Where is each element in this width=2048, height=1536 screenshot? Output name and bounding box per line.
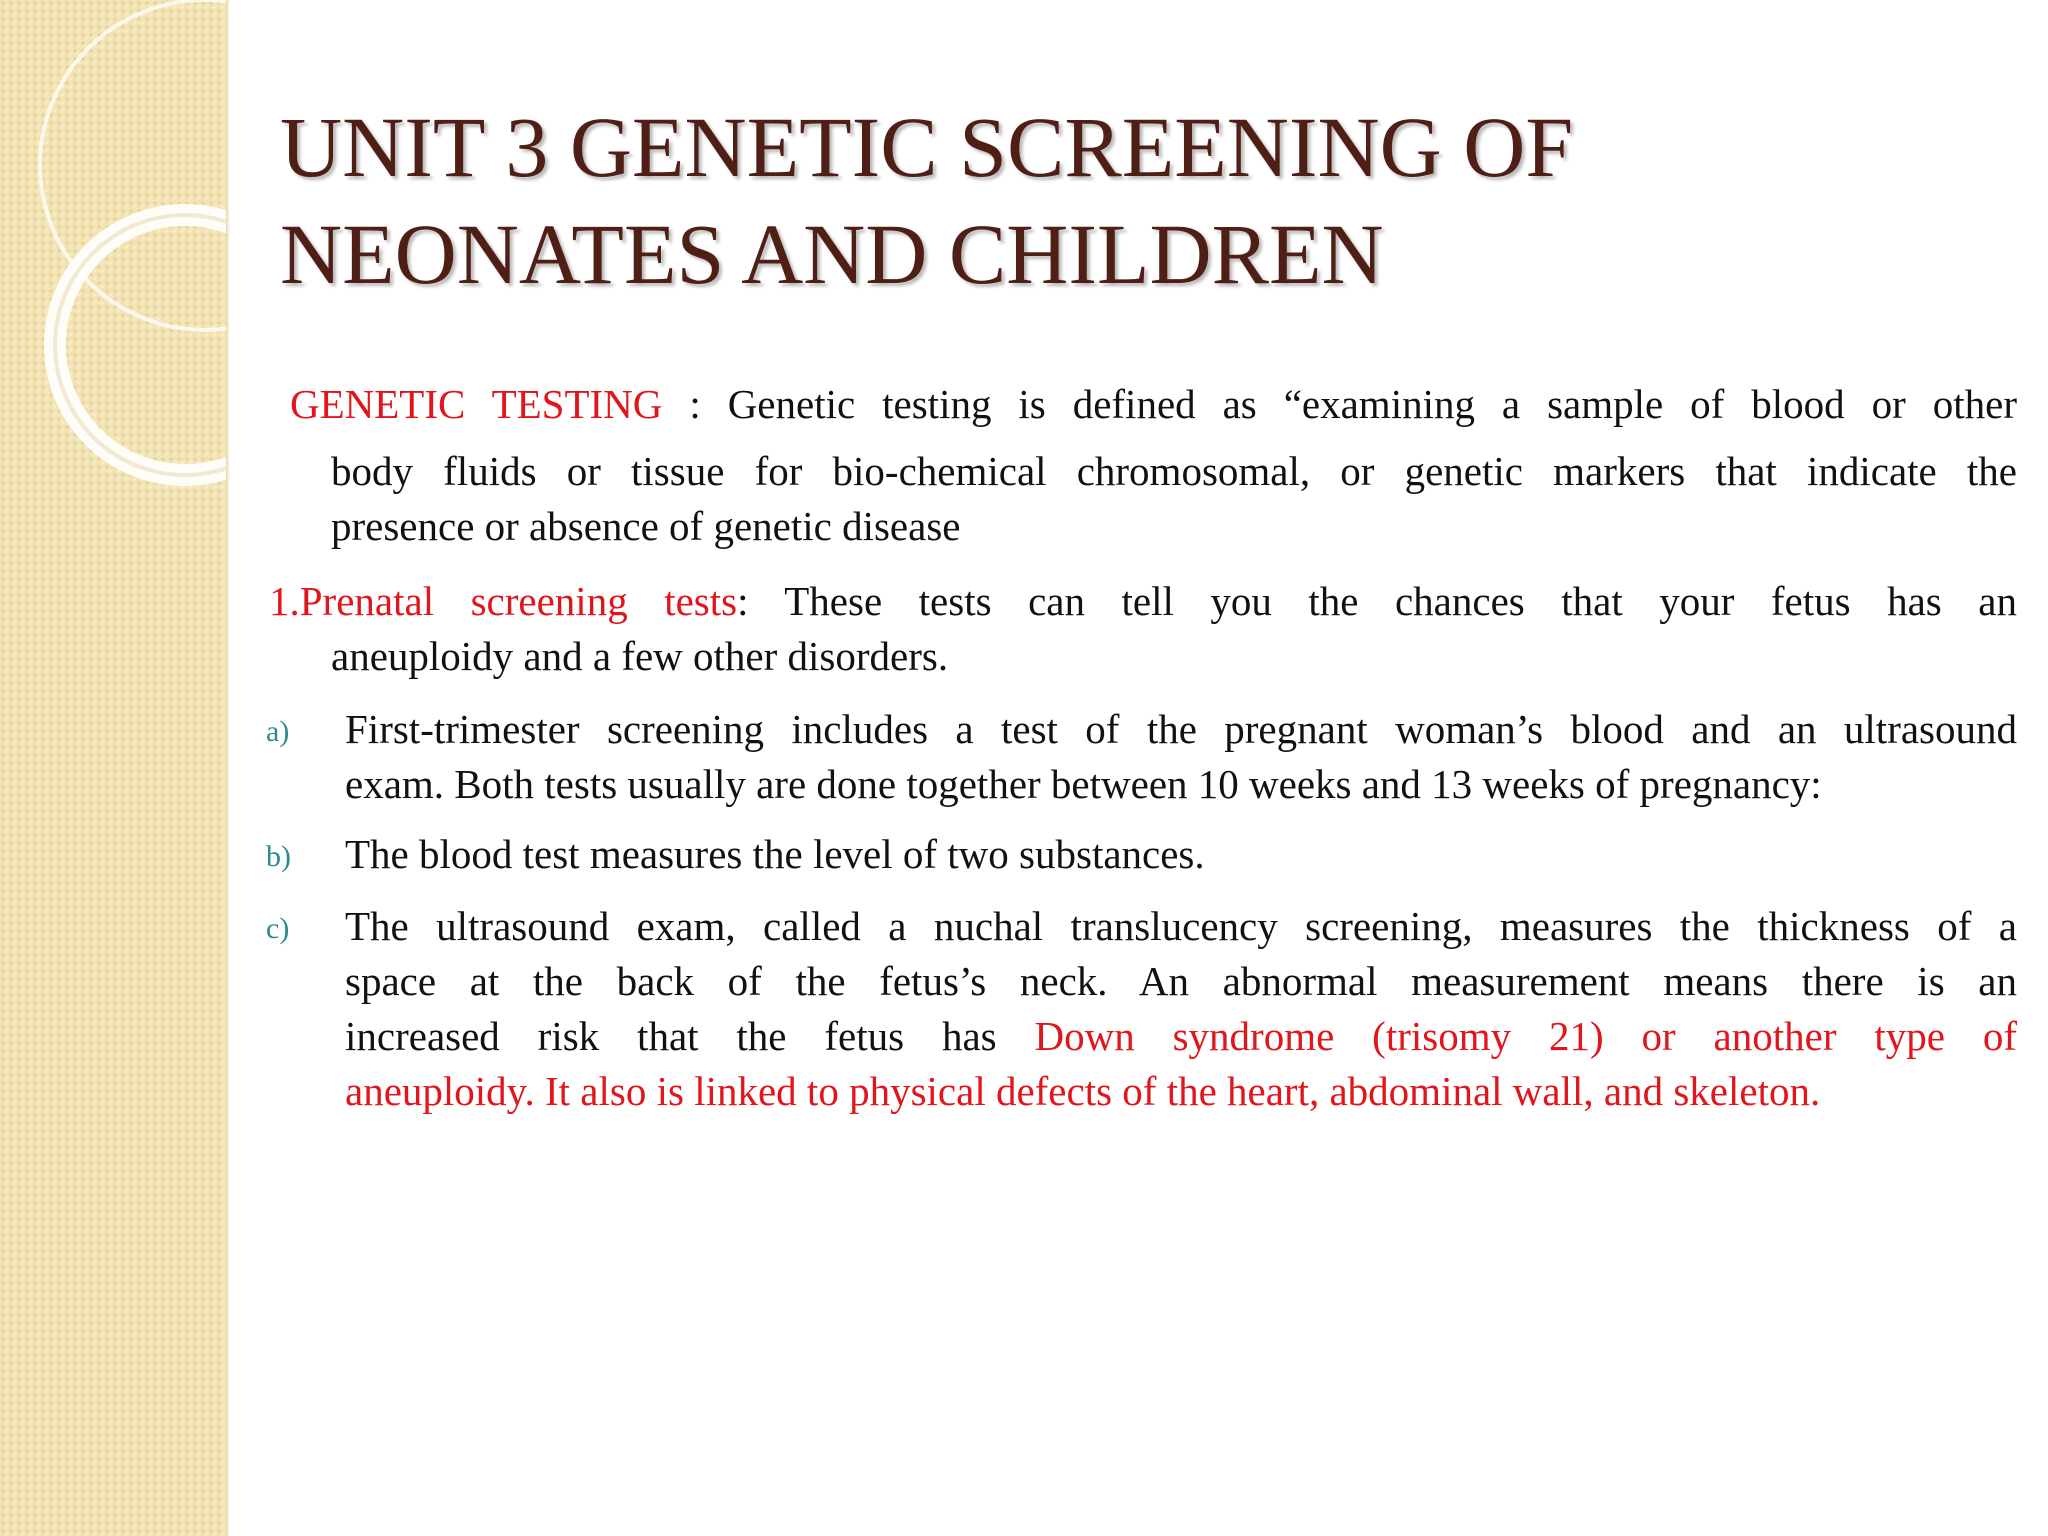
list-item-c-line-2: space at the back of the fetus’s neck. An abnormal measurement means there is an bbox=[345, 958, 2017, 1004]
prenatal-number: 1. bbox=[269, 578, 300, 624]
slide-title-line-2: NEONATES AND CHILDREN bbox=[280, 206, 1384, 302]
list-marker-c: c) bbox=[266, 912, 290, 945]
genetic-testing-separator: : bbox=[662, 381, 728, 427]
genetic-testing-term: GENETIC TESTING bbox=[290, 381, 663, 427]
genetic-testing-line-1 bbox=[290, 377, 2017, 432]
prenatal-description-start: : These tests can tell you the chances that your fetus has an bbox=[737, 578, 2017, 624]
list-item-a-line-1: First-trimester screening includes a test of the pregnant woman’s blood and an ultrasound bbox=[345, 706, 2017, 752]
list-item-c-line-1: The ultrasound exam, called a nuchal translucency screening, measures the thickness of a bbox=[345, 903, 2017, 949]
list-item-c-highlight-start: Down syndrome (trisomy 21) or another type of bbox=[1034, 1013, 2017, 1059]
prenatal-line-1 bbox=[269, 574, 2017, 629]
prenatal-term: Prenatal screening tests bbox=[299, 578, 738, 624]
list-item-c-line-3-text: increased risk that the fetus has bbox=[345, 1013, 1035, 1059]
slide-title-line-1: UNIT 3 GENETIC SCREENING OF bbox=[280, 99, 1574, 195]
prenatal-line-2: aneuploidy and a few other disorders. bbox=[331, 633, 949, 679]
list-item-c-line-3 bbox=[345, 1009, 2017, 1064]
genetic-testing-line-2: body fluids or tissue for bio-chemical chromosomal, or genetic markers that indicate the bbox=[331, 448, 2017, 494]
list-item-c-highlight-end: aneuploidy. It also is linked to physical defects of the heart, abdominal wall, and skeleton. bbox=[345, 1068, 1821, 1114]
list-item-c-line-4 bbox=[345, 1064, 2017, 1119]
list-marker-b: b) bbox=[266, 840, 291, 873]
list-item-b-line-1: The blood test measures the level of two substances. bbox=[345, 831, 1205, 877]
genetic-testing-line-3: presence or absence of genetic disease bbox=[331, 503, 961, 549]
list-marker-a: a) bbox=[266, 715, 290, 748]
list-item-a-line-2: exam. Both tests usually are done together between 10 weeks and 13 weeks of pregnancy: bbox=[345, 761, 1822, 807]
genetic-testing-definition-start: Genetic testing is defined as “examining a sample of blood or other bbox=[727, 381, 2017, 427]
